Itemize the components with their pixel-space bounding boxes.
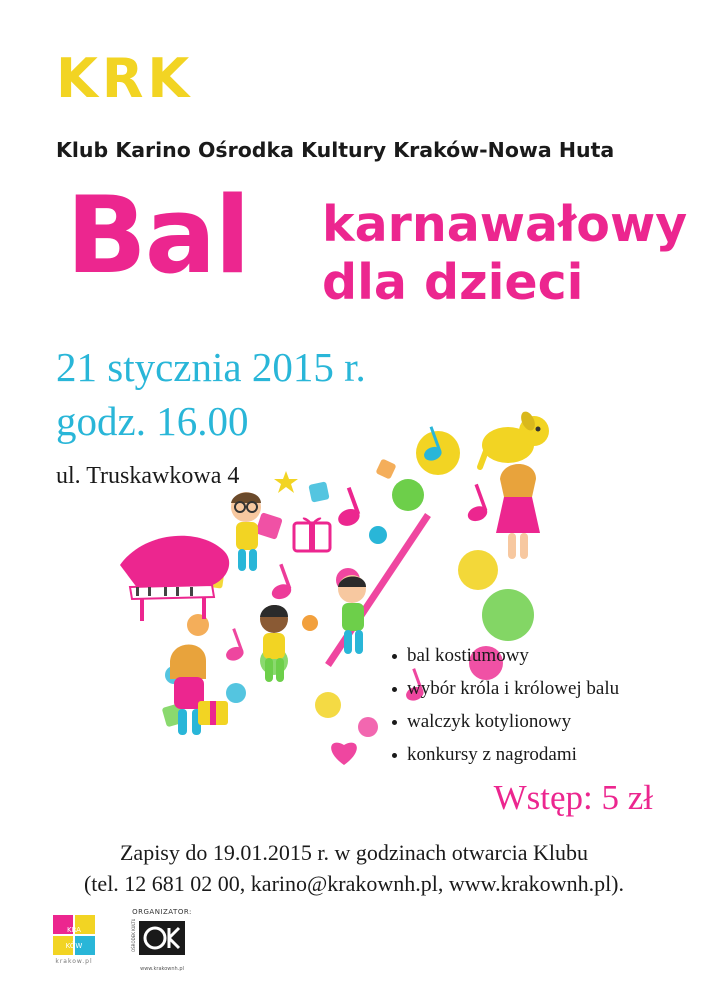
contact-info-line-2: (tel. 12 681 02 00, karino@krakownh.pl, www.krakownh.pl).: [83, 871, 625, 896]
ticket-price: Wstęp: 5 zł: [493, 778, 653, 817]
svg-text:KRA: KRA: [67, 926, 81, 934]
event-address: ul. Truskawkowa 4: [56, 463, 240, 489]
gift-box-1: [294, 518, 330, 551]
svg-text:KÓW: KÓW: [65, 942, 83, 950]
krakow-logo-caption: krakow.pl: [55, 958, 93, 965]
features-list: [392, 645, 619, 777]
svg-text:OŚRODEK KULTURY: OŚRODEK KULTURY: [131, 919, 136, 952]
krakow-logo-icon: [53, 915, 95, 955]
krakow-logo: [48, 915, 100, 965]
page-title-sub-line-2: dla dzieci: [322, 254, 584, 311]
list-item: konkursy z nagrodami: [392, 744, 619, 766]
registration-info-line-1: Zapisy do 19.01.2015 r. w godzinach otwarcia Klubu: [119, 840, 588, 865]
gift-box-2: [198, 701, 228, 725]
krk-logo: KRK: [56, 47, 194, 110]
list-item: wybór króla i królowej balu: [392, 678, 619, 700]
heart-icon: [331, 743, 357, 765]
organizer-logo: [124, 908, 200, 972]
ok-logo-icon: [127, 919, 197, 961]
page-title-main: Bal: [66, 174, 249, 297]
page-title-sub-line-1: karnawałowy: [322, 196, 688, 253]
child-figure-boy-glasses: [231, 492, 261, 571]
dog-illustration: [480, 409, 549, 467]
organizer-url: www.krakownh.pl: [140, 966, 184, 972]
list-item: bal kostiumowy: [392, 645, 619, 667]
organizer-label: ORGANIZATOR:: [132, 908, 192, 916]
event-time: godz. 16.00: [56, 398, 249, 444]
piano-illustration: [120, 536, 229, 621]
star-icon: [274, 471, 298, 493]
organisation-line: Klub Karino Ośrodka Kultury Kraków-Nowa Huta: [56, 138, 615, 162]
event-date: 21 stycznia 2015 r.: [56, 344, 366, 390]
child-figure-dancing-girl: [496, 464, 540, 559]
list-item: walczyk kotylionowy: [392, 711, 619, 733]
